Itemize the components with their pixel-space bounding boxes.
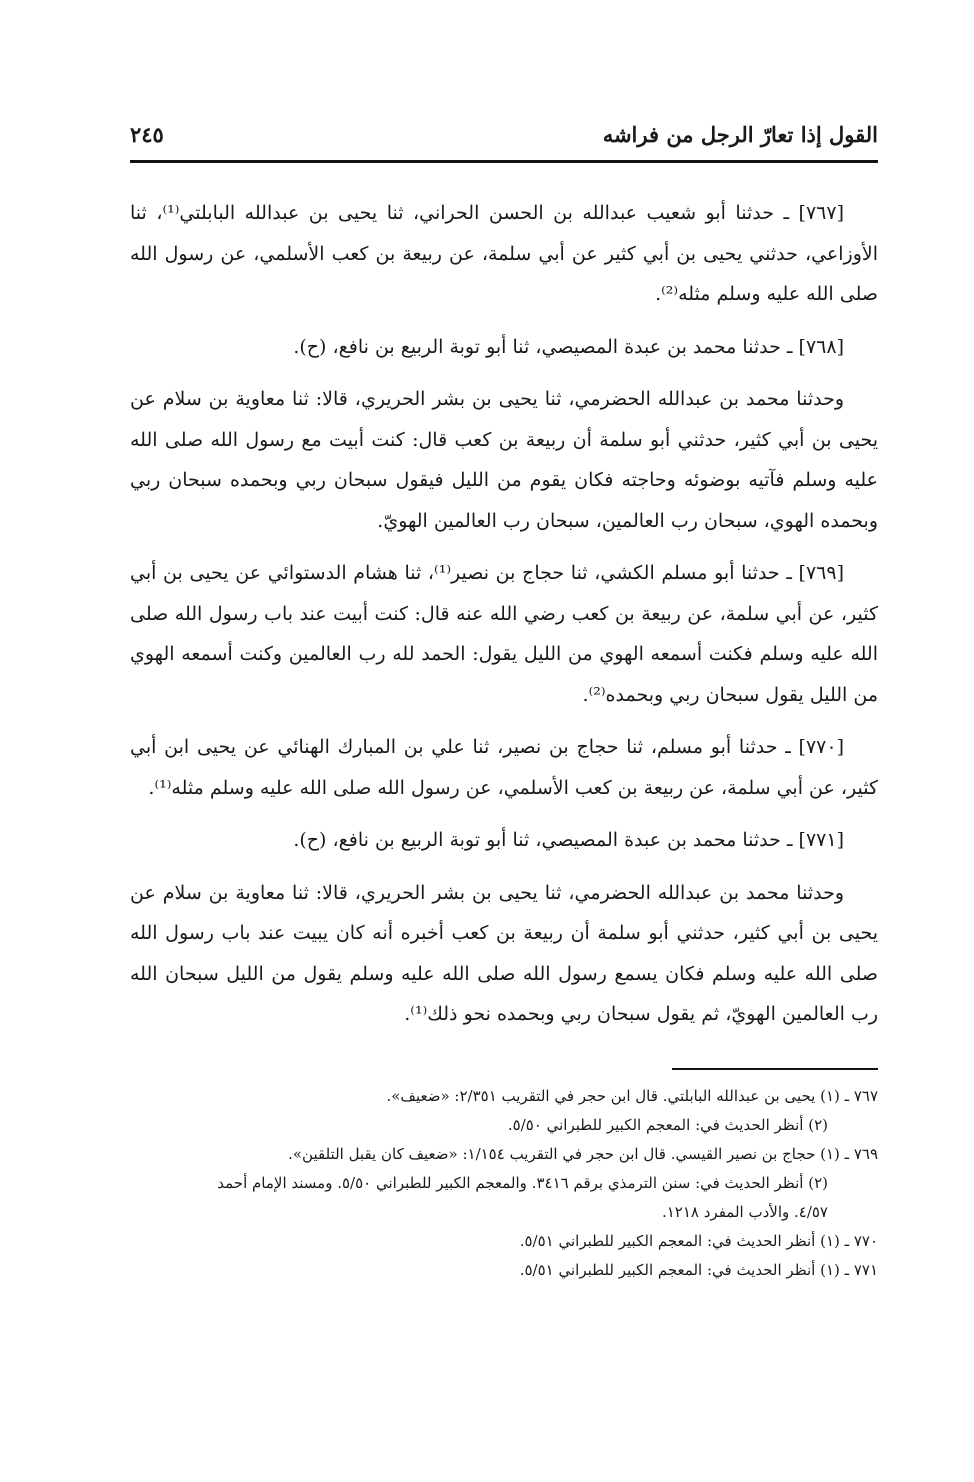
footnote-769-2-continued: ٤/٥٧. والأدب المفرد ١٢١٨. [661,1203,828,1221]
footnote-769-1: ٧٦٩ ـ (١) حجاج بن نصير القيسي. قال ابن حجر في التقريب ١/١٥٤: «ضعيف كان يقبل التلقين». [288,1145,878,1163]
hadith-770: [٧٧٠] ـ حدثنا أبو مسلم، ثنا حجاج بن نصير، ثنا علي بن المبارك الهنائي عن يحيى ابن أبي كثير، عن أبي سلمة، عن ربيعة بن كعب الأسلمي، عن رسول الله صلى الله عليه وسلم مثله⁽¹⁾. [130,736,878,799]
main-text [130,193,878,1047]
footnote-rule [672,1068,878,1070]
footnote-771-1: ٧٧١ ـ (١) أنظر الحديث في: المعجم الكبير للطبراني ٥/٥١. [519,1261,878,1279]
hadith-769: [٧٦٩] ـ حدثنا أبو مسلم الكشي، ثنا حجاج بن نصير⁽¹⁾، ثنا هشام الدستوائي عن يحيى بن أبي كثير، عن أبي سلمة، عن ربيعة بن كعب رضي الله عنه قال: كنت أبيت عند باب رسول الله صلى الله عليه وسلم فكنت أسمعه الهوي من الليل يقول: الحمد لله رب العالمين وكنت أسمعه الهوي من الليل يقول سبحان ربي وبحمده⁽²⁾. [130,562,878,706]
hadith-771: [٧٧١] ـ حدثنا محمد بن عبدة المصيصي، ثنا أبو توبة الربيع بن نافع، (ح). [293,829,844,851]
hadith-767: [٧٦٧] ـ حدثنا أبو شعيب عبدالله بن الحسن الحراني، ثنا يحيى بن عبدالله البابلتي⁽¹⁾، ثنا الأوزاعي، حدثني يحيى بن أبي كثير عن أبي سلمة، عن ربيعة بن كعب الأسلمي، عن رسول الله صلى الله عليه وسلم مثله⁽²⁾. [130,202,878,305]
page-header [130,122,878,156]
running-title: القول إذا تعارّ الرجل من فراشه [602,122,878,147]
footnotes [130,1082,878,1285]
footnote-767-1: ٧٦٧ ـ (١) يحيى بن عبدالله البابلتي. قال ابن حجر في التقريب ٢/٣٥١: «ضعيف». [386,1087,878,1105]
page-number: ٢٤٥ [130,122,164,147]
footnote-769-2: (٢) أنظر الحديث في: سنن الترمذي برقم ٣٤١٦. والمعجم الكبير للطبراني ٥/٥٠. ومسند الإمام أحمد [217,1174,828,1192]
hadith-768-second-chain: وحدثنا محمد بن عبدالله الحضرمي، ثنا يحيى بن بشر الحريري، قالا: ثنا معاوية بن سلام عن يحيى بن أبي كثير، حدثني أبو سلمة أن ربيعة بن كعب قال: كنت أبيت مع رسول الله صلى الله عليه وسلم فآتيه بوضوئه وحاجته فكان يقوم من الليل فيقول سبحان ربي وبحمده سبحان ربي وبحمده الهوي، سبحان رب العالمين، سبحان رب العالمين الهويّ. [130,388,878,532]
footnote-767-2: (٢) أنظر الحديث في: المعجم الكبير للطبراني ٥/٥٠. [507,1116,828,1134]
header-rule [130,160,878,163]
footnote-770-1: ٧٧٠ ـ (١) أنظر الحديث في: المعجم الكبير للطبراني ٥/٥١. [519,1232,878,1250]
hadith-768: [٧٦٨] ـ حدثنا محمد بن عبدة المصيصي، ثنا أبو توبة الربيع بن نافع، (ح). [293,335,844,358]
hadith-771-second-chain: وحدثنا محمد بن عبدالله الحضرمي، ثنا يحيى بن بشر الحريري، قالا: ثنا معاوية بن سلام عن يحيى بن أبي كثير، حدثني أبو سلمة أن ربيعة بن كعب أخبره أنه كان يبيت عند باب رسول الله صلى الله عليه وسلم فكان يسمع رسول الله صلى الله عليه وسلم يقول من الليل سبحان الله رب العالمين الهويّ، ثم يقول سبحان ربي وبحمده نحو ذلك⁽¹⁾. [130,881,878,1025]
